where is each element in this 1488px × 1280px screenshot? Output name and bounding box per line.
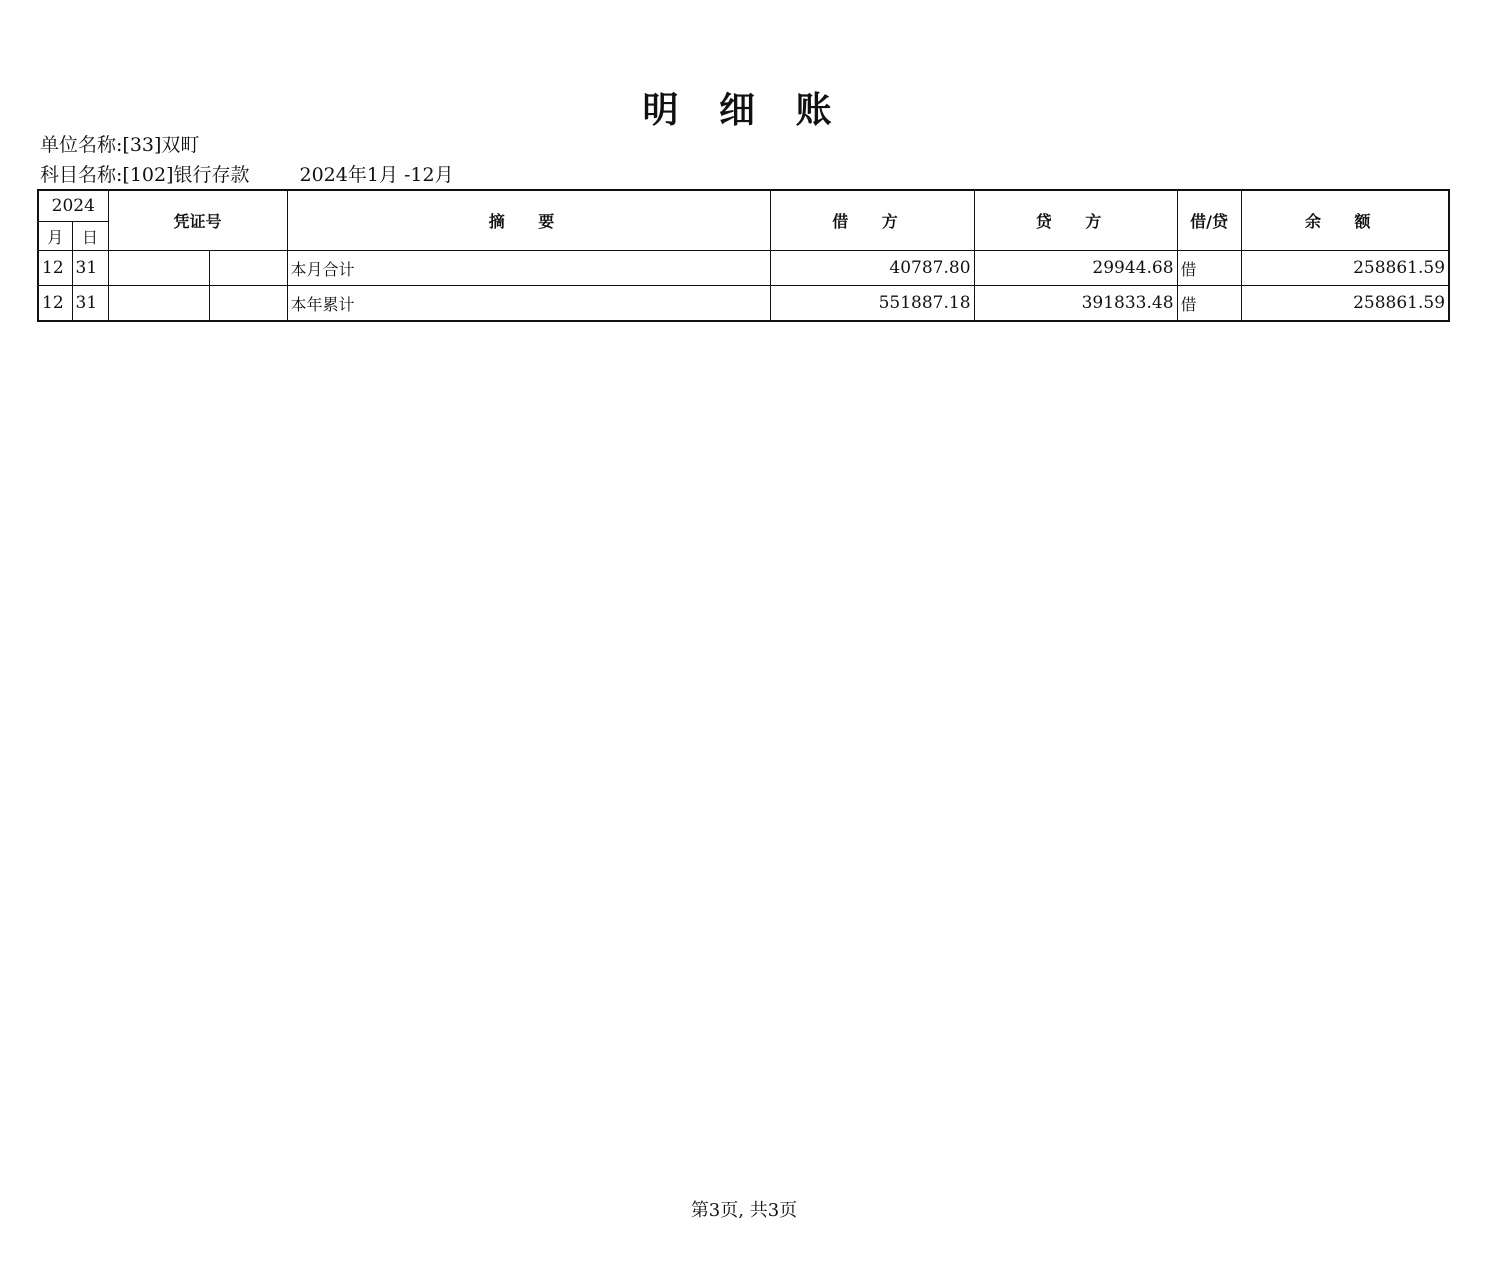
- row-summary: 本年累计: [287, 286, 770, 322]
- period: 2024年1月 -12月: [299, 164, 454, 186]
- row-direction: 借: [1177, 286, 1241, 322]
- credit-header: 贷 方: [974, 190, 1177, 251]
- document-title: 明 细 账: [642, 90, 846, 131]
- unit-label: 单位名称:: [40, 134, 123, 156]
- row-day: 31: [72, 286, 108, 322]
- row-balance: 258861.59: [1241, 286, 1449, 322]
- header-row: [38, 190, 1449, 222]
- row-debit: 40787.80: [770, 251, 974, 286]
- row-day: 31: [72, 251, 108, 286]
- table-row: [38, 251, 1449, 286]
- row-debit: 551887.18: [770, 286, 974, 322]
- month-header: 月: [38, 222, 72, 251]
- row-balance: 258861.59: [1241, 251, 1449, 286]
- row-voucher-type: [108, 251, 209, 286]
- row-month: 12: [38, 251, 72, 286]
- row-month: 12: [38, 286, 72, 322]
- table-row: [38, 286, 1449, 322]
- subject-label: 科目名称:: [40, 164, 123, 186]
- subject-value: [102]银行存款: [122, 164, 250, 186]
- page-footer: 第3页, 共3页: [690, 1200, 798, 1221]
- ledger-table: [37, 189, 1450, 322]
- row-credit: 29944.68: [974, 251, 1177, 286]
- unit-line: [40, 130, 199, 157]
- summary-header: 摘 要: [287, 190, 770, 251]
- debit-header: 借 方: [770, 190, 974, 251]
- row-voucher-type: [108, 286, 209, 322]
- voucher-header: 凭证号: [108, 190, 287, 251]
- day-header: 日: [72, 222, 108, 251]
- unit-value: [33]双町: [122, 134, 200, 156]
- row-voucher-no: [209, 286, 287, 322]
- row-credit: 391833.48: [974, 286, 1177, 322]
- subject-line: [40, 160, 454, 187]
- row-summary: 本月合计: [287, 251, 770, 286]
- balance-header: 余 额: [1241, 190, 1449, 251]
- row-voucher-no: [209, 251, 287, 286]
- direction-header: 借/贷: [1177, 190, 1241, 251]
- year-header: 2024: [38, 190, 108, 222]
- row-direction: 借: [1177, 251, 1241, 286]
